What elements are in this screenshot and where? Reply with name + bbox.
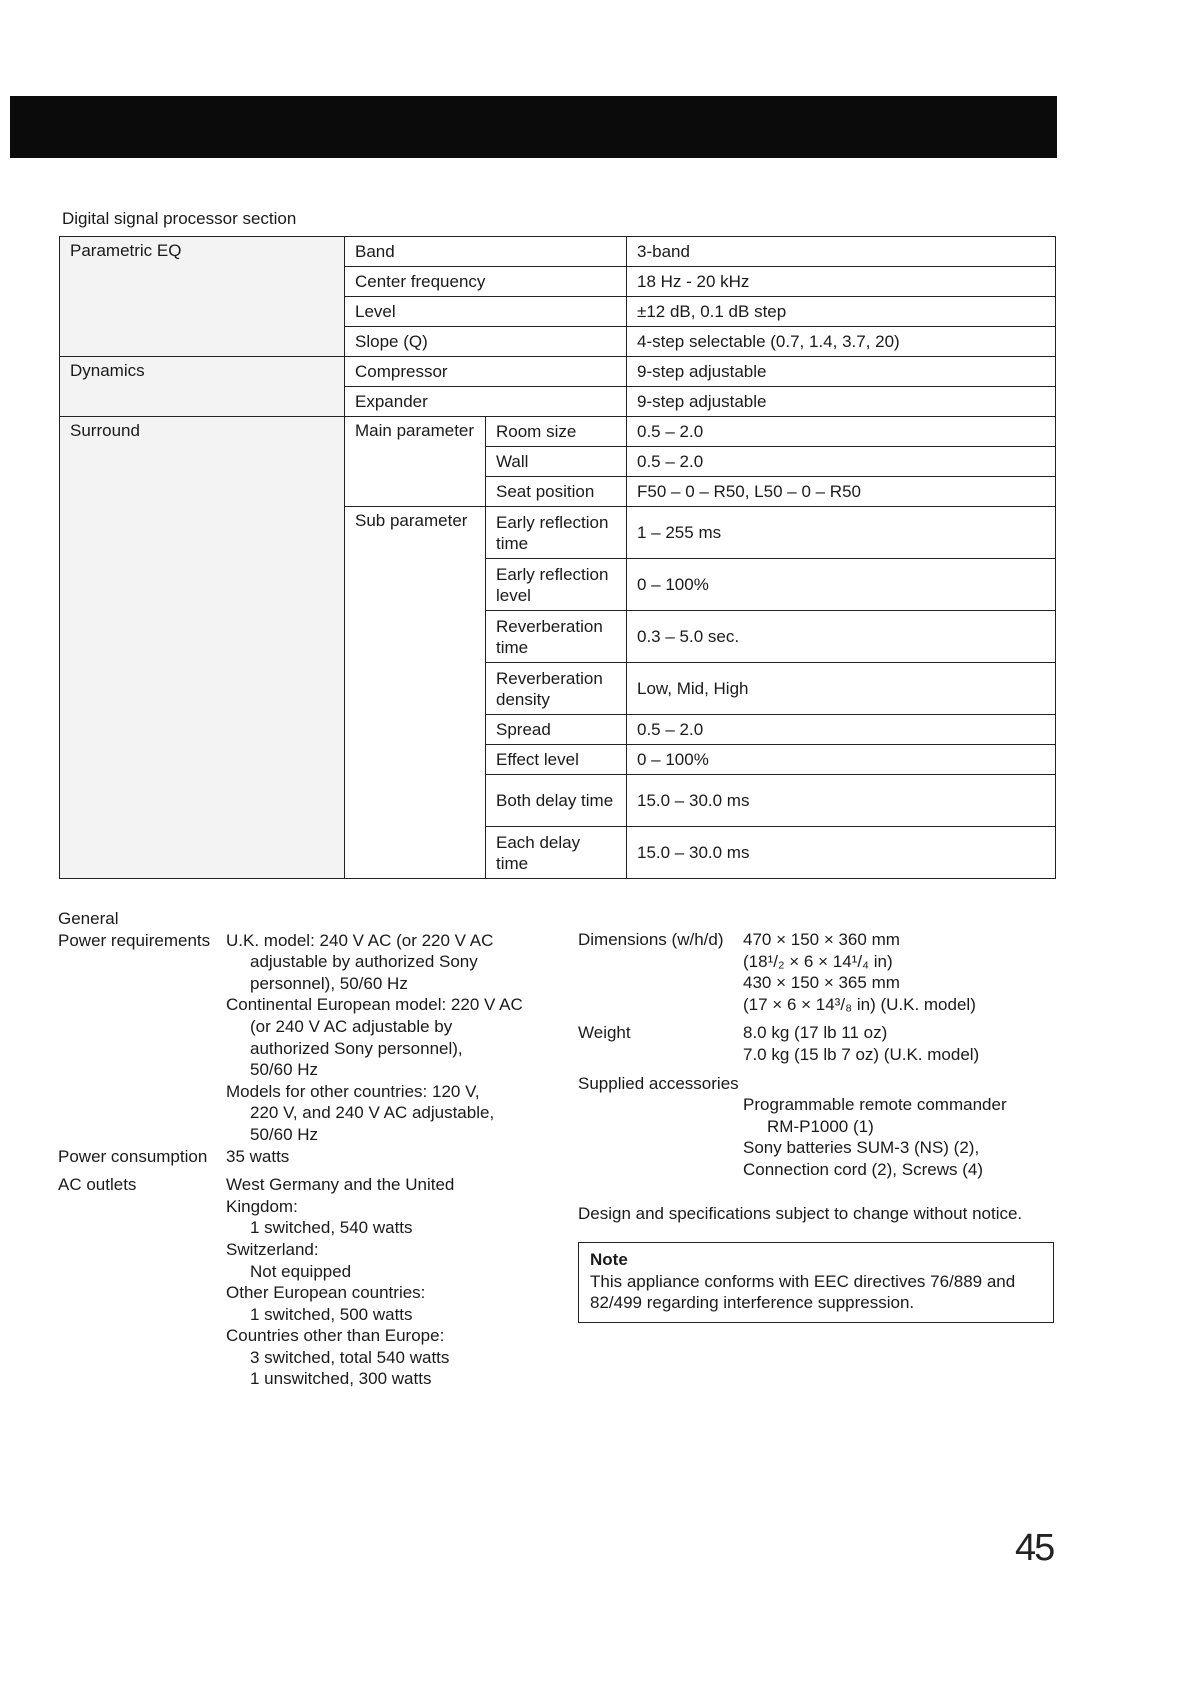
value-cell: 15.0 – 30.0 ms [627, 827, 1056, 879]
page-number: 45 [1015, 1527, 1054, 1569]
power-requirements-value [226, 930, 556, 1146]
spec-table [59, 236, 1056, 879]
value-cell: 4-step selectable (0.7, 1.4, 3.7, 20) [627, 327, 1056, 357]
value-line: Sony batteries SUM-3 (NS) (2), [743, 1138, 980, 1158]
accessories-label: Supplied accessories [578, 1073, 739, 1093]
power-consumption [58, 1146, 556, 1168]
value-line: (17 × 6 × 14³/₈ in) (U.K. model) [743, 994, 976, 1014]
param-cell: Level [345, 297, 627, 327]
general-title: General [58, 909, 119, 928]
header-bar [10, 96, 1057, 158]
value-cell: 0.5 – 2.0 [627, 715, 1056, 745]
weight [578, 1022, 1058, 1065]
value-cell: 9-step adjustable [627, 387, 1056, 417]
value-cell: 9-step adjustable [627, 357, 1056, 387]
value-line: Programmable remote commander [743, 1095, 1007, 1115]
value-line: Kingdom: [226, 1196, 298, 1216]
param-cell: Reverberation time [486, 611, 627, 663]
value-cell: 0.3 – 5.0 sec. [627, 611, 1056, 663]
value-line: 430 × 150 × 365 mm [743, 973, 900, 993]
value-cell: 0.5 – 2.0 [627, 417, 1056, 447]
note-line: 82/499 regarding interference suppression. [590, 1293, 915, 1313]
param-cell: Effect level [486, 745, 627, 775]
value-cell: Low, Mid, High [627, 663, 1056, 715]
value-line: 7.0 kg (15 lb 7 oz) (U.K. model) [743, 1044, 980, 1064]
value-line: RM-P1000 (1) [767, 1116, 874, 1136]
param-cell: Room size [486, 417, 627, 447]
ac-outlets [58, 1174, 556, 1390]
value-line: 1 switched, 500 watts [250, 1304, 413, 1324]
note-title: Note [590, 1250, 628, 1269]
value-cell: 0.5 – 2.0 [627, 447, 1056, 477]
value-cell: 3-band [627, 237, 1056, 267]
value-line: 1 switched, 540 watts [250, 1218, 413, 1238]
value-line: (18¹/₂ × 6 × 14¹/₄ in) [743, 951, 893, 971]
right-column [578, 929, 1058, 1181]
value-line: 3 switched, total 540 watts [250, 1347, 450, 1367]
power-requirements [58, 930, 556, 1146]
value-line: Not equipped [250, 1261, 352, 1281]
param-cell: Reverberation density [486, 663, 627, 715]
param-cell: Center frequency [345, 267, 627, 297]
value-line: (or 240 V AC adjustable by [250, 1016, 453, 1036]
value-cell: 1 – 255 ms [627, 507, 1056, 559]
group-surround: Surround [60, 417, 345, 879]
param-cell: Compressor [345, 357, 627, 387]
param-cell: Early reflection time [486, 507, 627, 559]
value-cell: 15.0 – 30.0 ms [627, 775, 1056, 827]
value-line: Other European countries: [226, 1283, 426, 1303]
subgroup-main-parameter: Main parameter [345, 417, 486, 507]
value-line: 50/60 Hz [250, 1060, 319, 1080]
param-cell: Wall [486, 447, 627, 477]
value-line: authorized Sony personnel), [250, 1038, 463, 1058]
section-title: Digital signal processor section [62, 209, 297, 228]
value-cell: 18 Hz - 20 kHz [627, 267, 1056, 297]
note-box [578, 1242, 1054, 1323]
value-line: Continental European model: 220 V AC [226, 995, 523, 1015]
power-consumption-label: Power consumption [58, 1146, 208, 1166]
group-parametric-eq: Parametric EQ [60, 237, 345, 357]
ac-outlets-label: AC outlets [58, 1175, 137, 1195]
power-requirements-label: Power requirements [58, 930, 211, 950]
value-line: 50/60 Hz [250, 1124, 319, 1144]
value-line: U.K. model: 240 V AC (or 220 V AC [226, 930, 494, 950]
design-notice: Design and specifications subject to change without notice. [578, 1204, 1023, 1223]
param-cell: Band [345, 237, 627, 267]
param-cell: Seat position [486, 477, 627, 507]
value-line: 8.0 kg (17 lb 11 oz) [743, 1023, 888, 1043]
value-line: personnel), 50/60 Hz [250, 973, 408, 993]
value-line: Countries other than Europe: [226, 1326, 445, 1346]
value-line: Switzerland: [226, 1239, 319, 1259]
value-line: Connection cord (2), Screws (4) [743, 1159, 983, 1179]
value-line: Models for other countries: 120 V, [226, 1081, 480, 1101]
note-line: This appliance conforms with EEC directives 76/889 and [590, 1271, 1016, 1291]
dimensions-label: Dimensions (w/h/d) [578, 930, 724, 949]
dimensions [578, 929, 1058, 1015]
param-cell: Spread [486, 715, 627, 745]
param-cell: Early reflection level [486, 559, 627, 611]
weight-label: Weight [578, 1023, 631, 1043]
param-cell: Both delay time [486, 775, 627, 827]
value-cell: F50 – 0 – R50, L50 – 0 – R50 [627, 477, 1056, 507]
subgroup-sub-parameter: Sub parameter [345, 507, 486, 879]
general-section [58, 908, 556, 1390]
value-cell: 0 – 100% [627, 745, 1056, 775]
power-consumption-value: 35 watts [226, 1146, 290, 1166]
ac-outlets-value [226, 1174, 556, 1390]
value-cell: 0 – 100% [627, 559, 1056, 611]
value-line: 470 × 150 × 360 mm [743, 930, 900, 949]
value-line: adjustable by authorized Sony [250, 952, 478, 972]
param-cell: Slope (Q) [345, 327, 627, 357]
group-dynamics: Dynamics [60, 357, 345, 417]
value-cell: ±12 dB, 0.1 dB step [627, 297, 1056, 327]
value-line: 220 V, and 240 V AC adjustable, [250, 1103, 495, 1123]
param-cell: Each delay time [486, 827, 627, 879]
value-line: 1 unswitched, 300 watts [250, 1369, 432, 1389]
dimensions-value [743, 929, 976, 1015]
accessories-list [578, 1094, 1058, 1180]
value-line: West Germany and the United [226, 1175, 455, 1195]
param-cell: Expander [345, 387, 627, 417]
weight-value [743, 1022, 979, 1065]
